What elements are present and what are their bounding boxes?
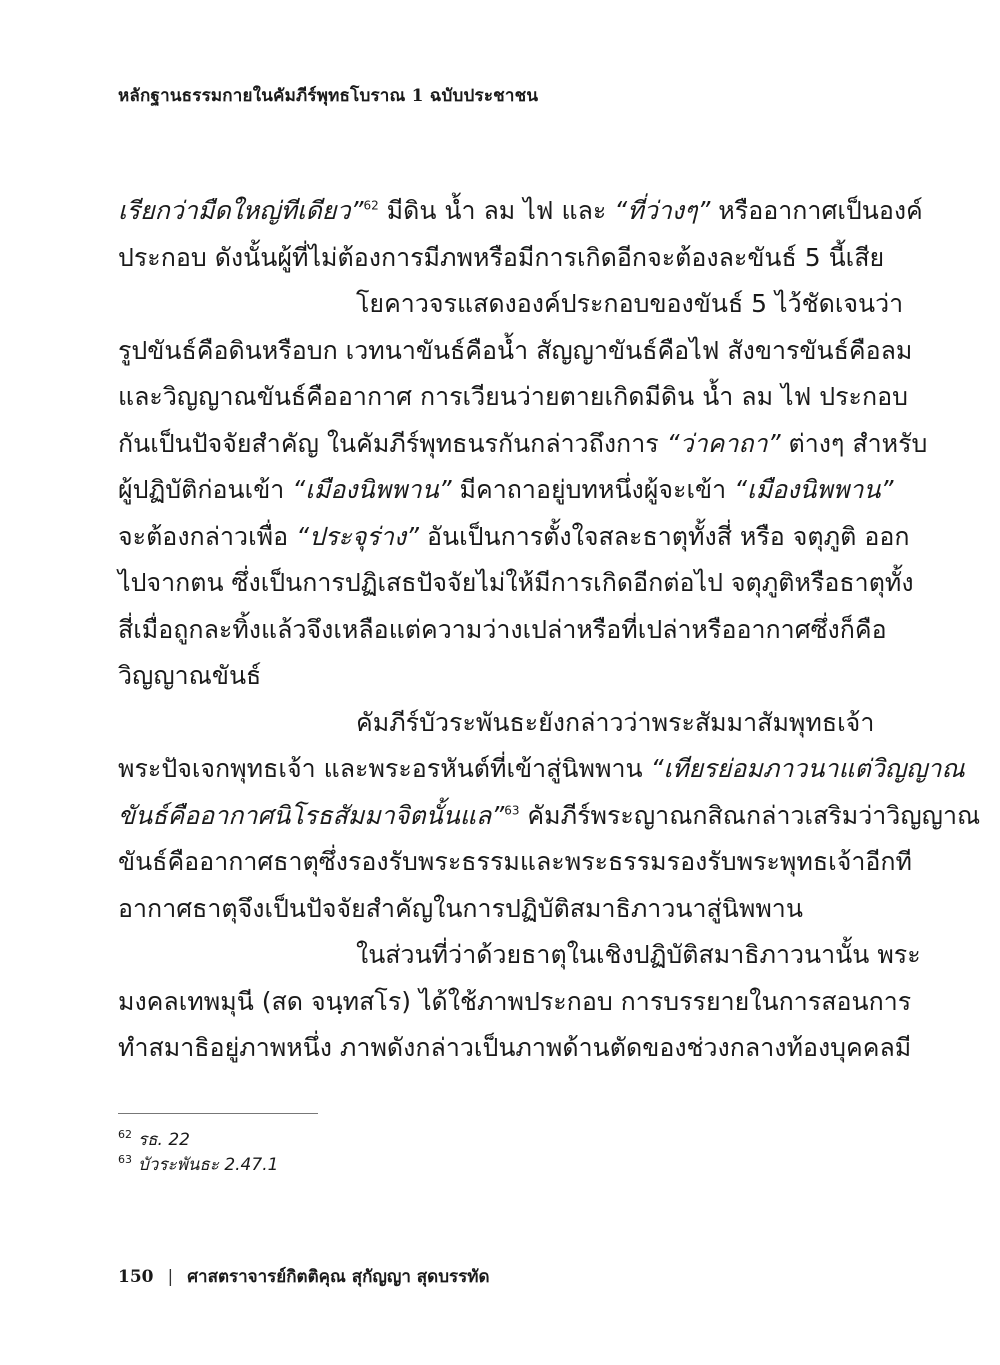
text-segment: พระปัจเจกพุทธเจ้า และพระอรหันต์ที่เข้าสู่นิพพาน — [118, 754, 651, 783]
text-line — [118, 188, 923, 235]
text-line: รูปขันธ์คือดินหรือบก เวทนาขันธ์คือน้ำ สัญญาขันธ์คือไฟ สังขารขันธ์คือลม — [118, 335, 913, 365]
footnotes — [118, 1128, 278, 1178]
paragraph-start: ในส่วนที่ว่าด้วยธาตุในเชิงปฏิบัติสมาธิภาวนานั้น พระ — [356, 940, 921, 969]
text-line — [118, 421, 928, 468]
footnote-ref-62[interactable]: 62 — [363, 198, 379, 213]
italic-quote: “ที่ว่างๆ” — [614, 196, 711, 225]
paragraph-start: คัมภีร์บัวระพันธะยังกล่าวว่าพระสัมมาสัมพุทธเจ้า — [356, 707, 875, 737]
italic-quote: “ว่าคาถา” — [666, 428, 781, 458]
text-segment: จะต้องกล่าวเพื่อ — [118, 521, 297, 551]
text-line: ขันธ์คืออากาศธาตุซึ่งรองรับพระธรรมและพระธรรมรองรับพระพุทธเจ้าอีกที — [118, 847, 913, 876]
footnote-item — [118, 1153, 278, 1178]
text-line: สี่เมื่อถูกละทิ้งแล้วจึงเหลือแต่ความว่างเปล่าหรือที่เปล่าหรืออากาศซึ่งก็คือ — [118, 614, 887, 644]
footnote-divider — [118, 1113, 318, 1114]
italic-quote: “เมืองนิพพาน” — [292, 475, 452, 504]
footnote-number: 63 — [118, 1153, 132, 1167]
text-line: อากาศธาตุจึงเป็นปัจจัยสำคัญในการปฏิบัติสมาธิภาวนาสู่นิพพาน — [118, 893, 803, 923]
running-header: หลักฐานธรรมกายในคัมภีร์พุทธโบราณ 1 ฉบับประชาชน — [118, 86, 539, 106]
footnote-ref-63[interactable]: 63 — [504, 803, 520, 818]
footer-separator: | — [167, 1267, 174, 1287]
footnote-item — [118, 1128, 278, 1153]
footnote-number: 62 — [118, 1128, 132, 1142]
text-line: และวิญญาณขันธ์คืออากาศ การเวียนว่ายตายเกิดมีดิน น้ำ ลม ไฟ ประกอบ — [118, 382, 908, 411]
paragraph-start: โยคาวจรแสดงองค์ประกอบของขันธ์ 5 ไว้ชัดเจนว่า — [356, 289, 904, 318]
italic-quote: “เมืองนิพพาน” — [734, 475, 894, 504]
text-line: วิญญาณขันธ์ — [118, 661, 262, 690]
text-line: ไปจากตน ซึ่งเป็นการปฏิเสธปัจจัยไม่ให้มีการเกิดอีกต่อไป จตุภูติหรือธาตุทั้ง — [118, 568, 914, 597]
text-segment: คัมภีร์พระญาณกสิณกล่าวเสริมว่าวิญญาณ — [519, 800, 981, 830]
italic-quote: “เทียรย่อมภาวนาแต่วิญญาณ — [650, 754, 965, 783]
text-segment: หรืออากาศเป็นองค์ — [710, 196, 923, 225]
footnote-text: บัวระพันธะ 2.47.1 — [138, 1155, 279, 1175]
body-text — [118, 188, 981, 1072]
text-line — [118, 514, 910, 561]
page-number: 150 — [118, 1267, 154, 1287]
text-line — [118, 467, 894, 514]
text-segment: มีดิน น้ำ ลม ไฟ และ — [378, 196, 615, 225]
text-segment: ผู้ปฏิบัติก่อนเข้า — [118, 475, 293, 504]
text-segment: ต่างๆ สำหรับ — [780, 428, 928, 458]
text-segment: อันเป็นการตั้งใจสละธาตุทั้งสี่ หรือ จตุภูติ ออก — [419, 521, 910, 551]
page-footer — [118, 1263, 490, 1290]
text-line — [118, 746, 965, 793]
text-line: มงคลเทพมุนี (สด จนฺทสโร) ได้ใช้ภาพประกอบ การบรรยายในการสอนการ — [118, 986, 912, 1016]
text-line: ประกอบ ดังนั้นผู้ที่ไม่ต้องการมีภพหรือมีการเกิดอีกจะต้องละขันธ์ 5 นี้เสีย — [118, 242, 885, 272]
text-segment: มีคาถาอยู่บทหนึ่งผู้จะเข้า — [451, 475, 735, 504]
italic-quote: ขันธ์คืออากาศนิโรธสัมมาจิตนั้นแล” — [118, 800, 505, 830]
text-line — [118, 793, 981, 840]
footnote-text: รธ. 22 — [138, 1130, 190, 1150]
italic-quote: “ประจุร่าง” — [296, 521, 420, 551]
italic-quote: เรียกว่ามืดใหญ่ทีเดียว” — [118, 196, 364, 225]
text-line: ทำสมาธิอยู่ภาพหนึ่ง ภาพดังกล่าวเป็นภาพด้านตัดของช่วงกลางท้องบุคคลมี — [118, 1033, 912, 1062]
footer-author: ศาสตราจารย์กิตติคุณ สุกัญญา สุดบรรทัด — [187, 1267, 490, 1287]
text-segment: กันเป็นปัจจัยสำคัญ ในคัมภีร์พุทธนรกันกล่าวถึงการ — [118, 428, 667, 458]
